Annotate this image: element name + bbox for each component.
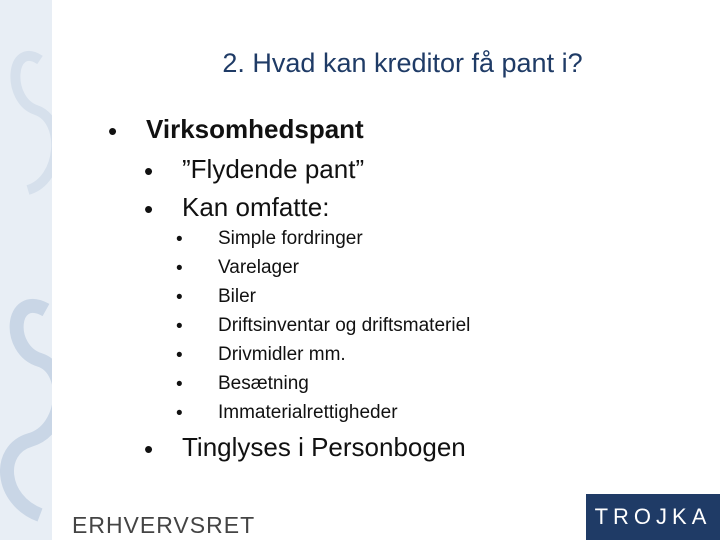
level3-item: Varelager bbox=[218, 257, 299, 278]
level3-item: Drivmidler mm. bbox=[218, 344, 346, 365]
level3-item: Driftsinventar og driftsmateriel bbox=[218, 315, 471, 336]
bullet-glyph: • bbox=[176, 229, 183, 250]
bullet-glyph: • bbox=[144, 156, 154, 186]
level3-item: Immaterialrettigheder bbox=[218, 402, 398, 423]
level1-item: Virksomhedspant bbox=[146, 114, 364, 144]
bullet-glyph: • bbox=[176, 403, 183, 424]
footer-erhvervsret: ERHVERVSRET bbox=[72, 512, 256, 538]
bullet-glyph: • bbox=[108, 116, 118, 146]
level3-item: Besætning bbox=[218, 373, 309, 394]
logo-text: TROJKA bbox=[594, 504, 712, 529]
bullet-glyph: • bbox=[144, 434, 154, 464]
bullet-glyph: • bbox=[176, 258, 183, 279]
slide-title: 2. Hvad kan kreditor få pant i? bbox=[222, 48, 583, 78]
trojka-logo bbox=[586, 494, 720, 540]
level3-item: Biler bbox=[218, 286, 257, 307]
level2-item: ”Flydende pant” bbox=[182, 154, 365, 184]
bullet-glyph: • bbox=[176, 287, 183, 308]
level2-item: Kan omfatte: bbox=[182, 192, 330, 222]
level2-item: Tinglyses i Personbogen bbox=[182, 432, 466, 462]
bullet-glyph: • bbox=[144, 194, 154, 224]
bullet-glyph: • bbox=[176, 345, 183, 366]
level3-item: Simple fordringer bbox=[218, 228, 363, 249]
bullet-glyph: • bbox=[176, 374, 183, 395]
bullet-glyph: • bbox=[176, 316, 183, 337]
